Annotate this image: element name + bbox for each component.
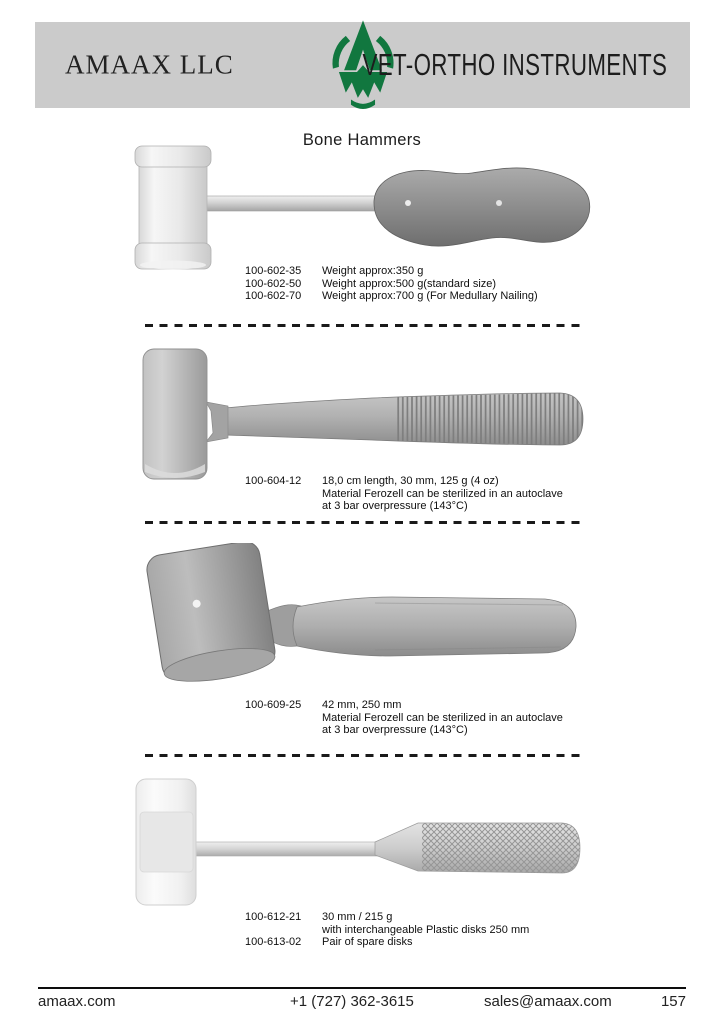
product-description: Pair of spare disks — [322, 936, 413, 949]
product-description: Material Ferozell can be sterilized in an autoclave — [322, 711, 563, 724]
product-code — [245, 924, 322, 937]
product-code: 100-613-02 — [245, 936, 302, 949]
brand-title-text: VET-ORTHO INSTRUMENTS — [362, 47, 667, 82]
product-image-bone-hammer-ribbed-handle — [130, 347, 590, 487]
product-description: Weight approx:500 g(standard size) — [322, 277, 497, 290]
spec-row — [245, 265, 538, 278]
product-code — [245, 724, 322, 737]
spec-row — [245, 699, 563, 712]
footer-website: amaax.com — [38, 993, 116, 1010]
spec-row — [245, 290, 538, 303]
product-description: 42 mm, 250 mm — [322, 699, 402, 711]
product-specs-100-604 — [245, 475, 563, 513]
section-divider — [145, 521, 586, 524]
product-code — [245, 500, 322, 513]
spec-row — [245, 924, 529, 937]
spec-row — [245, 724, 563, 737]
product-specs-100-609 — [245, 699, 563, 737]
footer-phone: +1 (727) 362-3615 — [290, 993, 414, 1010]
spec-row — [245, 712, 563, 725]
product-description: at 3 bar overpressure (143°C) — [322, 724, 468, 737]
product-code — [245, 712, 322, 725]
product-code: 100-612-21 — [245, 911, 302, 923]
product-code: 100-602-50 — [245, 277, 302, 290]
product-description: Material Ferozell can be sterilized in an autoclave — [322, 487, 563, 500]
footer-page-number: 157 — [660, 993, 686, 1010]
spec-row — [245, 500, 563, 513]
product-specs-100-612 — [245, 911, 529, 949]
product-code: 100-604-12 — [245, 475, 302, 487]
company-name: AMAAX LLC — [65, 49, 234, 80]
product-description: Weight approx:700 g (For Medullary Nailing) — [322, 290, 538, 303]
footer-email: sales@amaax.com — [484, 993, 612, 1010]
product-image-mallet-plastic-disks — [110, 778, 600, 911]
product-description: at 3 bar overpressure (143°C) — [322, 500, 468, 513]
spec-row — [245, 911, 529, 924]
product-code: 100-609-25 — [245, 699, 302, 711]
brand-title — [244, 47, 667, 83]
product-specs-100-602 — [245, 265, 538, 303]
spec-row — [245, 488, 563, 501]
product-description: with interchangeable Plastic disks 250 mm — [322, 923, 530, 936]
product-description: Weight approx:350 g — [322, 265, 424, 277]
product-description: 30 mm / 215 g — [322, 911, 393, 923]
product-code — [245, 488, 322, 501]
page-title: Bone Hammers — [302, 131, 422, 149]
section-divider — [145, 324, 586, 327]
header-bar — [35, 22, 690, 108]
product-code: 100-602-70 — [245, 290, 302, 303]
footer-rule — [38, 987, 686, 989]
product-image-bone-mallet-flat-handle — [125, 543, 590, 696]
spec-row — [245, 936, 529, 949]
spec-row — [245, 475, 563, 488]
product-code: 100-602-35 — [245, 265, 302, 277]
product-image-bone-hammer-wood-handle — [130, 143, 600, 278]
product-description: 18,0 cm length, 30 mm, 125 g (4 oz) — [322, 475, 499, 487]
section-divider — [145, 754, 586, 757]
spec-row — [245, 278, 538, 291]
